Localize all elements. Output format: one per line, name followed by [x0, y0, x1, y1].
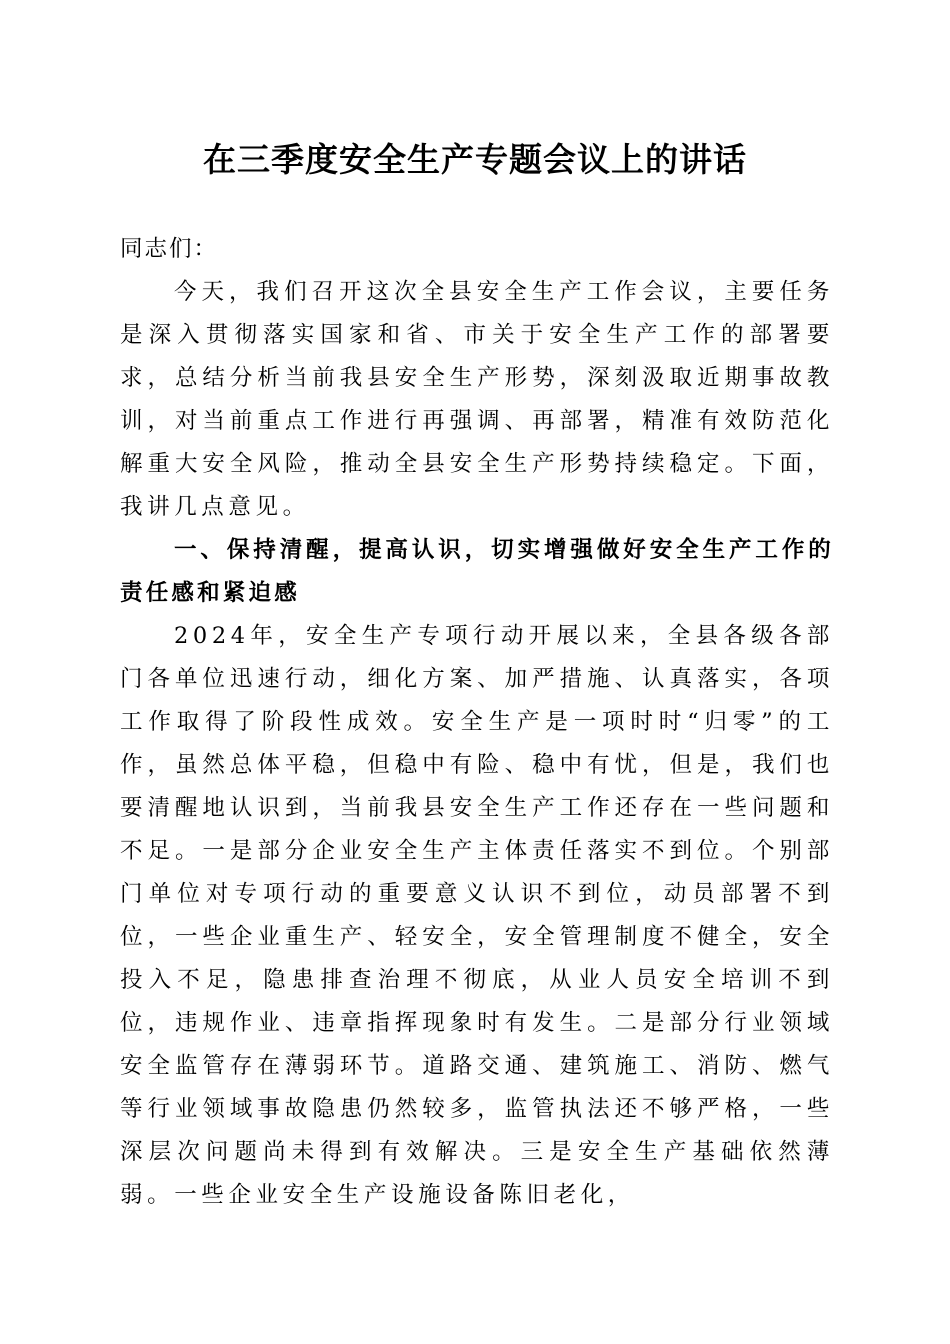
intro-paragraph: 今天，我们召开这次全县安全生产工作会议，主要任务是深入贯彻落实国家和省、市关于安全生产工作的部署要求，总结分析当前我县安全生产形势，深刻汲取近期事故教训，对当前重点工作进行再强调、再部署，精准有效防范化解重大安全风险，推动全县安全生产形势持续稳定。下面，我讲几点意见。: [120, 279, 834, 520]
document-title: 在三季度安全生产专题会议上的讲话: [203, 140, 747, 179]
section-paragraph: 2024年，安全生产专项行动开展以来，全县各级各部门各单位迅速行动，细化方案、加严措施、认真落实，各项工作取得了阶段性成效。安全生产是一项时时“归零”的工作，虽然总体平稳，但稳中有险、稳中有忧，但是，我们也要清醒地认识到，当前我县安全生产工作还存在一些问题和不足。一是部分企业安全生产主体责任落实不到位。个别部门单位对专项行动的重要意义认识不到位，动员部署不到位，一些企业重生产、轻安全，安全管理制度不健全，安全投入不足，隐患排查治理不彻底，从业人员安全培训不到位，违规作业、违章指挥现象时有发生。二是部分行业领域安全监管存在薄弱环节。道路交通、建筑施工、消防、燃气等行业领域事故隐患仍然较多，监管执法还不够严格，一些深层次问题尚未得到有效解决。三是安全生产基础依然薄弱。一些企业安全生产设施设备陈旧老化，: [120, 623, 834, 1208]
salutation: 同志们：: [120, 236, 219, 262]
document-body: [120, 228, 834, 1217]
section-heading: 一、保持清醒，提高认识，切实增强做好安全生产工作的责任感和紧迫感: [120, 537, 834, 606]
